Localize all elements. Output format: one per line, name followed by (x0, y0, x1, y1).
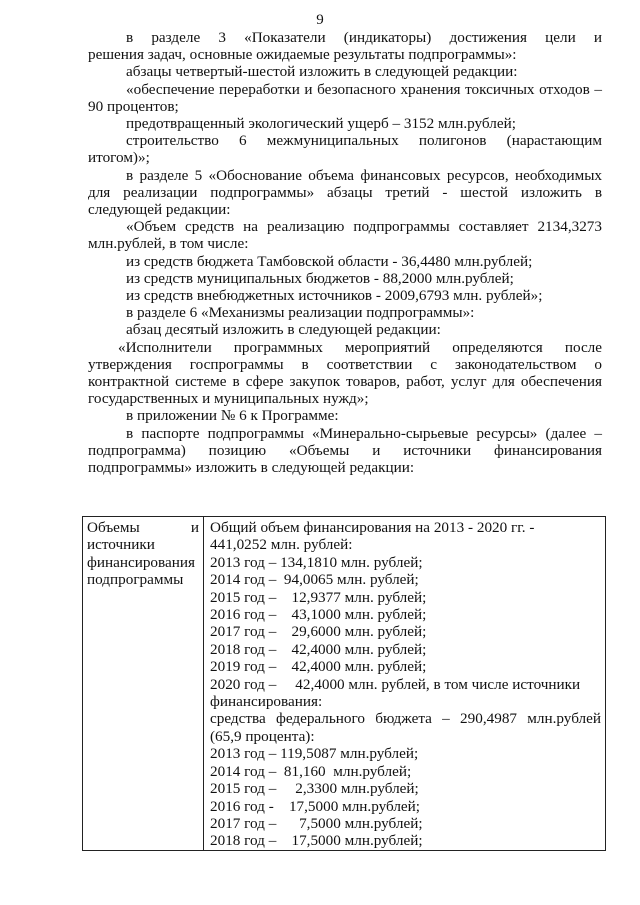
table-content-line: (65,9 процента): (210, 727, 315, 745)
table-content-line: 2017 год – 7,5000 млн.рублей; (210, 814, 423, 832)
table-content-line: Общий объем финансирования на 2013 - 2020 гг. - (210, 519, 535, 536)
paragraph: строительство 6 межмуниципальных полигонов (нарастающим итогом)»; (88, 132, 602, 167)
page-number: 9 (316, 12, 324, 28)
table-content-line: 2015 год – 2,3300 млн.рублей; (210, 780, 419, 798)
table-content-line: 2019 год – 42,4000 млн. рублей; (210, 658, 427, 676)
table-content-line: 2015 год – 12,9377 млн. рублей; (210, 588, 427, 606)
paragraph: в паспорте подпрограммы «Минерально-сырьевые ресурсы» (далее – подпрограмма) позицию «Объемы и источники финансирования подпрограммы» изложить в следующей редакции: (88, 424, 602, 477)
paragraph: абзацы четвертый-шестой изложить в следующей редакции: (126, 63, 518, 81)
paragraph: «обеспечение переработки и безопасного хранения токсичных отходов – 90 процентов; (88, 80, 602, 115)
paragraph: в разделе 5 «Обоснование объема финансовых ресурсов, необходимых для реализации подпрограммы» абзацы третий - шестой изложить в следующей редакции: (88, 166, 602, 219)
table-content-line: средства федерального бюджета – 290,4987 млн.рублей (210, 710, 601, 728)
paragraph: в разделе 6 «Механизмы реализации подпрограммы»: (126, 304, 475, 322)
document-body (88, 29, 602, 476)
table-cell-content (204, 517, 606, 851)
paragraph: в разделе 3 «Показатели (индикаторы) достижения цели и (126, 29, 602, 46)
table-label-line: финансирования (87, 553, 195, 571)
table-label-line: Объемы и (87, 519, 199, 536)
table-content-line: 2016 год - 17,5000 млн.рублей; (210, 797, 421, 815)
table-content-line: 2013 год – 134,1810 млн. рублей; (210, 553, 423, 571)
paragraph: абзац десятый изложить в следующей редакции: (126, 321, 441, 339)
table-content-line: 2014 год – 94,0065 млн. рублей; (210, 571, 419, 589)
table-content-line: 2018 год – 17,5000 млн.рублей; (210, 832, 423, 850)
paragraph: в приложении № 6 к Программе: (126, 407, 339, 425)
table-content-line: 2018 год – 42,4000 млн. рублей; (210, 640, 427, 658)
paragraph: «Исполнители программных мероприятий определяются после утверждения госпрограммы в соответствии с законодательством о контрактной системе в сфере закупок товаров, работ, услуг для обеспечения государственных и муниципальных нужд»; (88, 338, 602, 408)
table-content-line: 2014 год – 81,160 млн.рублей; (210, 762, 412, 780)
paragraph: из средств бюджета Тамбовской области - 36,4480 млн.рублей; (126, 252, 533, 270)
financing-table (82, 516, 606, 851)
paragraph: предотвращенный экологический ущерб – 3152 млн.рублей; (126, 115, 516, 133)
table-label-line: источники (87, 536, 155, 554)
table-content-line: 2013 год – 119,5087 млн.рублей; (210, 745, 419, 763)
table-content-line: финансирования: (210, 693, 323, 711)
paragraph: «Объем средств на реализацию подпрограммы составляет 2134,3273 млн.рублей, в том числе: (88, 218, 602, 253)
paragraph: решения задач, основные ожидаемые результаты подпрограммы»: (88, 46, 517, 64)
table-cell-label (83, 517, 204, 851)
table-content-line: 441,0252 млн. рублей: (210, 536, 353, 554)
table-row (83, 517, 606, 851)
table-label-line: подпрограммы (87, 571, 184, 589)
table-content-line: 2020 год – 42,4000 млн. рублей, в том числе источники (210, 675, 581, 693)
paragraph: из средств внебюджетных источников - 2009,6793 млн. рублей»; (126, 287, 543, 305)
table-content-line: 2017 год – 29,6000 млн. рублей; (210, 623, 427, 641)
table-content-line: 2016 год – 43,1000 млн. рублей; (210, 606, 427, 624)
paragraph: из средств муниципальных бюджетов - 88,2000 млн.рублей; (126, 269, 514, 287)
